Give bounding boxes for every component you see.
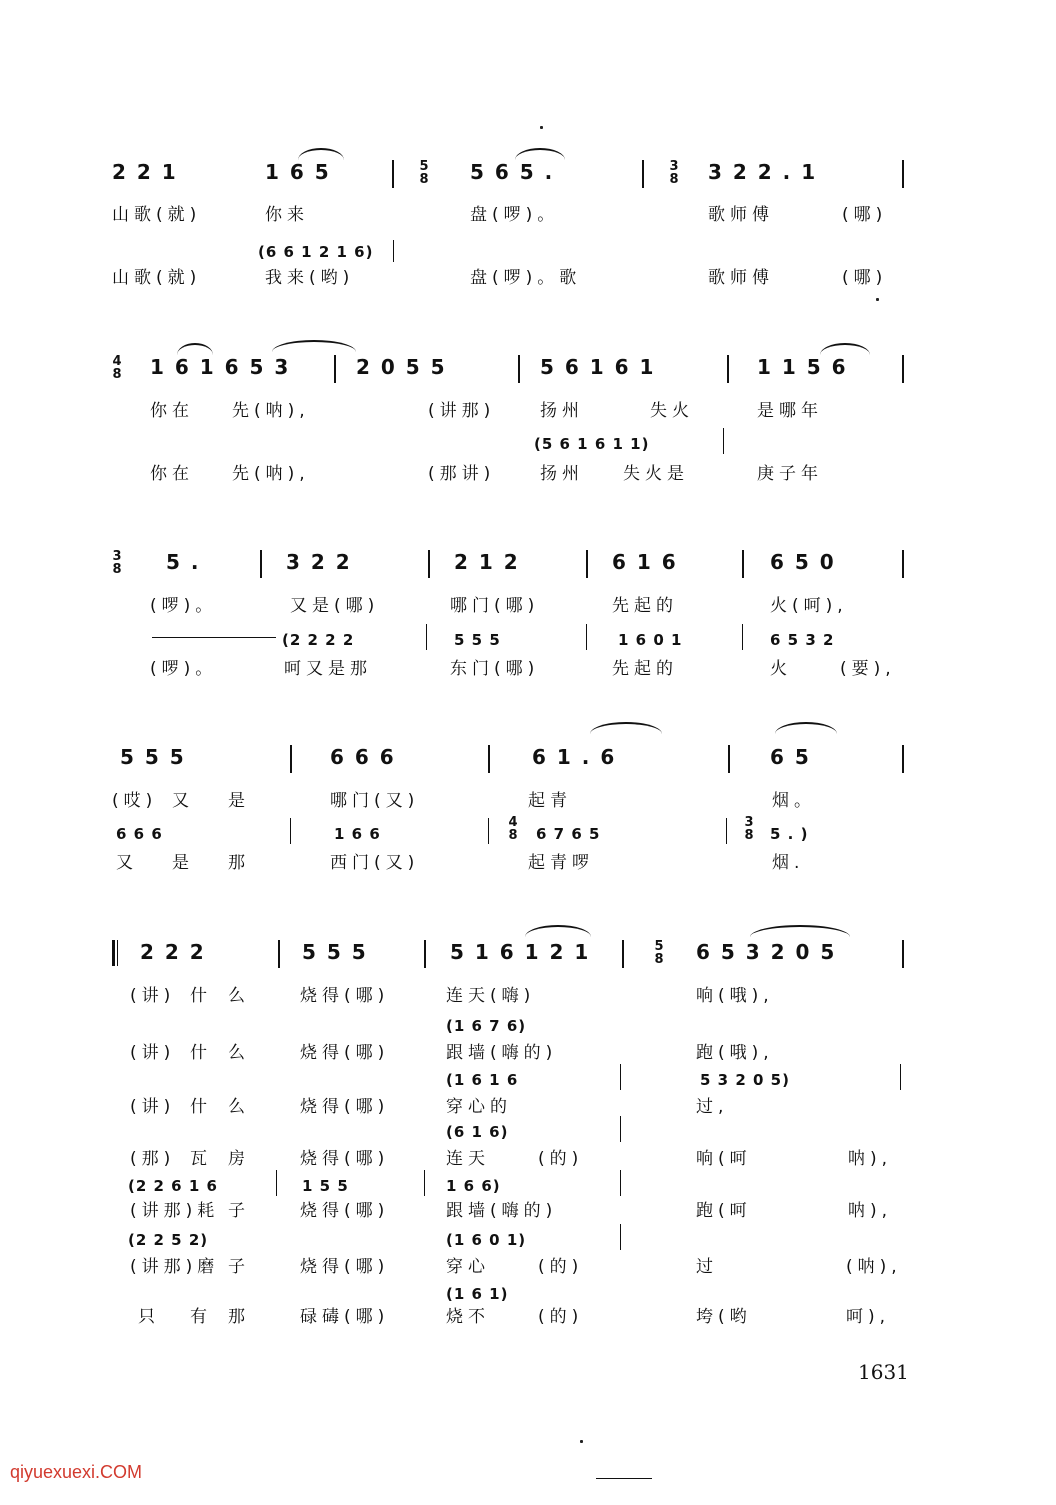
- lyrics-1a: [0, 204, 1056, 234]
- barline: [426, 624, 427, 650]
- lyric: 响(呵: [696, 1149, 752, 1169]
- alt-note: (1 6 7 6): [446, 1017, 527, 1035]
- lyrics-2b: [0, 463, 1056, 493]
- lyric: (哪): [842, 205, 888, 225]
- alt-note: 1 6 6): [446, 1177, 501, 1195]
- lyric: 西门(又): [330, 853, 420, 873]
- repeat-sign: [112, 940, 123, 966]
- speck: [540, 126, 543, 129]
- lyric: 穿心的: [446, 1097, 512, 1117]
- barline: [620, 1116, 621, 1142]
- lyric: 又是(哪): [290, 596, 380, 616]
- measure: 2 0 5 5: [356, 355, 447, 379]
- measure: 5 5 5: [302, 940, 368, 964]
- lyric: (要),: [840, 659, 896, 679]
- barline: [488, 818, 489, 844]
- lyric: 你在: [150, 464, 194, 484]
- lyric: 哪门(哪): [450, 596, 540, 616]
- lyric: 盘(啰)。歌: [470, 268, 582, 288]
- barline: [902, 355, 904, 383]
- lyric: (讲那)耗: [130, 1201, 220, 1221]
- barline: [620, 1170, 621, 1196]
- barline: [278, 940, 280, 968]
- system-5-notes: [0, 940, 1056, 970]
- lyric: 先(呐),: [232, 401, 310, 421]
- measure: 6 1 . 6: [532, 745, 617, 769]
- lyric: 么: [228, 986, 250, 1006]
- barline: [586, 550, 588, 578]
- lyric: 你来: [265, 205, 309, 225]
- lyric: (讲): [130, 986, 176, 1006]
- slur: [820, 343, 870, 355]
- alt-note: (5 6 1 6 1 1): [534, 435, 650, 453]
- barline: [428, 550, 430, 578]
- lyric: 盘(啰)。: [470, 205, 560, 225]
- barline: [424, 1170, 425, 1196]
- time-signature: 4 8: [112, 354, 122, 382]
- alt-notes-2: [0, 432, 1056, 462]
- lyric: 什: [190, 986, 212, 1006]
- lyric: 烧得(哪): [300, 1257, 390, 1277]
- barline: [424, 940, 426, 968]
- lyric: 又: [116, 853, 138, 873]
- lyric: 呐),: [848, 1201, 893, 1221]
- lyric: (啰)。: [150, 596, 218, 616]
- barline: [902, 745, 904, 773]
- lyric: 又: [172, 791, 194, 811]
- barline: [290, 818, 291, 844]
- lyric: 失火: [650, 401, 694, 421]
- barline: [620, 1224, 621, 1250]
- lyric: 你在: [150, 401, 194, 421]
- slur: [590, 722, 662, 734]
- system-3-notes: [0, 550, 1056, 580]
- lyric: 子: [228, 1257, 250, 1277]
- barline: [290, 745, 292, 773]
- slur: [515, 148, 565, 160]
- lyric: (哎): [112, 791, 158, 811]
- barline: [334, 355, 336, 383]
- lyric: 歌师傅: [708, 205, 774, 225]
- barline: [728, 745, 730, 773]
- lyric: 山歌(就): [112, 268, 202, 288]
- barline: [488, 745, 490, 773]
- measure: 6 5 3 2 0 5: [696, 940, 837, 964]
- barline: [276, 1170, 277, 1196]
- slur: [298, 148, 344, 160]
- barline: [902, 160, 904, 188]
- lyric: (讲): [130, 1043, 176, 1063]
- alt-note: 6 7 6 5: [536, 825, 601, 843]
- measure: 1 6 1 6 5 3: [150, 355, 291, 379]
- lyric: 房: [228, 1149, 250, 1169]
- lyric: 连天(嗨): [446, 986, 536, 1006]
- lyric: 过: [696, 1257, 718, 1277]
- barline: [902, 940, 904, 968]
- lyric: 烧得(哪): [300, 1201, 390, 1221]
- lyric: 么: [228, 1097, 250, 1117]
- alt-notes-3: [0, 628, 1056, 658]
- alt-note: 5 5 5: [454, 631, 501, 649]
- lyric: 什: [190, 1097, 212, 1117]
- measure-2: 1 6 5: [265, 160, 331, 184]
- alt-notes-5-5: [0, 1228, 1056, 1258]
- slur: [525, 925, 591, 937]
- alt-note: 5 3 2 0 5): [700, 1071, 790, 1089]
- lyric: 垮(哟: [696, 1307, 752, 1327]
- measure: 3 2 2: [286, 550, 352, 574]
- measure: 5 .: [166, 550, 201, 574]
- lyric: (的): [538, 1149, 584, 1169]
- lyric: 过,: [696, 1097, 729, 1117]
- alt-note: 1 5 5: [302, 1177, 349, 1195]
- barline: [622, 940, 624, 968]
- alt-note: (6 6 1 2 1 6): [258, 243, 374, 261]
- alt-note: (2 2 5 2): [128, 1231, 209, 1249]
- alt-note: 1 6 0 1: [618, 631, 683, 649]
- lyric: (讲那)磨: [130, 1257, 220, 1277]
- measure: 5 5 5: [120, 745, 186, 769]
- alt-note: (1 6 0 1): [446, 1231, 527, 1249]
- barline: [392, 160, 394, 188]
- alt-notes-5-3: [0, 1120, 1056, 1150]
- lyric: 烟.: [772, 853, 805, 873]
- measure: 2 1 2: [454, 550, 520, 574]
- system-1-notes: [0, 160, 1056, 190]
- lyric: 呵又是那: [284, 659, 372, 679]
- alt-note: 6 5 3 2: [770, 631, 835, 649]
- measure: 6 6 6: [330, 745, 396, 769]
- lyric: 烟。: [772, 791, 816, 811]
- lyrics-4a: [0, 790, 1056, 820]
- lyrics-5-7: [0, 1306, 1056, 1336]
- lyrics-3b: [0, 658, 1056, 688]
- barline: [902, 550, 904, 578]
- lyrics-5-1: [0, 985, 1056, 1015]
- lyric: 是: [172, 853, 194, 873]
- lyric: 子: [228, 1201, 250, 1221]
- lyrics-5-5: [0, 1200, 1056, 1230]
- lyric: 么: [228, 1043, 250, 1063]
- time-signature: 3 8: [669, 159, 679, 187]
- lyric: 我来(哟): [265, 268, 355, 288]
- lyric: 跑(呵: [696, 1201, 752, 1221]
- alt-note: (6 1 6): [446, 1123, 509, 1141]
- lyric: 烧不: [446, 1307, 490, 1327]
- alt-notes-5-1: [0, 1014, 1056, 1044]
- alt-note: (2 2 2 2: [282, 631, 355, 649]
- lyric: (讲): [130, 1097, 176, 1117]
- barline: [642, 160, 644, 188]
- barline: [727, 355, 729, 383]
- time-signature: 3 8: [112, 549, 122, 577]
- barline: [742, 624, 743, 650]
- measure: 1 1 5 6: [757, 355, 848, 379]
- lyric: 那: [228, 853, 250, 873]
- lyric: 是哪年: [757, 401, 823, 421]
- slur: [750, 925, 850, 937]
- speck: [580, 1440, 583, 1443]
- lyric: 哪门(又): [330, 791, 420, 811]
- lyrics-3a: [0, 595, 1056, 625]
- lyric: 跟墙(嗨的): [446, 1201, 558, 1221]
- lyric: 烧得(哪): [300, 1097, 390, 1117]
- alt-note: 5 . ): [770, 825, 809, 843]
- lyric: 火: [770, 659, 792, 679]
- lyric: 失火是: [623, 464, 689, 484]
- lyrics-4b: [0, 852, 1056, 882]
- lyric: 烧得(哪): [300, 1149, 390, 1169]
- measure-3: 5 6 5 .: [470, 160, 555, 184]
- slur: [272, 340, 356, 352]
- lyric: 跑(哦),: [696, 1043, 774, 1063]
- lyric: 先起的: [612, 659, 678, 679]
- lyric: 什: [190, 1043, 212, 1063]
- lyric: 穿心: [446, 1257, 490, 1277]
- lyric: 起青: [528, 791, 572, 811]
- alt-note: (1 6 1 6: [446, 1071, 519, 1089]
- alt-notes-4: [0, 815, 1056, 852]
- lyric: 呐),: [848, 1149, 893, 1169]
- time-signature: 5 8: [419, 159, 429, 187]
- lyric: 歌师傅: [708, 268, 774, 288]
- measure: 5 1 6 1 2 1: [450, 940, 591, 964]
- barline: [726, 818, 727, 844]
- lyric: 山歌(就): [112, 205, 202, 225]
- watermark: qiyuexuexi.COM: [10, 1462, 143, 1482]
- lyric: (的): [538, 1307, 584, 1327]
- lyric: (哪): [842, 268, 888, 288]
- lyric: (那): [130, 1149, 176, 1169]
- lyric: 起青啰: [528, 853, 594, 873]
- alt-note: (2 2 6 1 6: [128, 1177, 218, 1195]
- lyric: (的): [538, 1257, 584, 1277]
- lyric: (讲那): [428, 401, 496, 421]
- lyric: 瓦: [190, 1149, 212, 1169]
- system-4-notes: [0, 745, 1056, 775]
- lyric: 是: [228, 791, 250, 811]
- alt-notes-1: [0, 240, 1056, 270]
- measure: 6 5 0: [770, 550, 836, 574]
- alt-note: (1 6 1): [446, 1285, 509, 1303]
- barline: [723, 428, 724, 454]
- lyric: 火(呵),: [770, 596, 848, 616]
- lyric: 有: [190, 1307, 212, 1327]
- lyrics-2a: [0, 400, 1056, 430]
- time-signature: 5 8: [654, 939, 664, 967]
- measure: 6 5: [770, 745, 811, 769]
- barline: [900, 1064, 901, 1090]
- lyric: 那: [228, 1307, 250, 1327]
- lyric: 烧得(哪): [300, 986, 390, 1006]
- lyric: (那讲): [428, 464, 496, 484]
- lyric: 跟墙(嗨的): [446, 1043, 558, 1063]
- lyric: (啰)。: [150, 659, 218, 679]
- measure: 2 2 2: [140, 940, 206, 964]
- time-signature: 4 8: [508, 815, 518, 843]
- measure: 5 6 1 6 1: [540, 355, 656, 379]
- slur: [775, 722, 837, 734]
- barline: [260, 550, 262, 578]
- barline: [518, 355, 520, 383]
- system-2-notes: [0, 355, 1056, 385]
- lyric: 响(哦),: [696, 986, 774, 1006]
- alt-note: 6 6 6: [116, 825, 163, 843]
- lyric: 连天: [446, 1149, 490, 1169]
- lyric: 只: [138, 1307, 160, 1327]
- lyric: 呵),: [846, 1307, 891, 1327]
- lyric: 先起的: [612, 596, 678, 616]
- barline: [586, 624, 587, 650]
- lyrics-1b: [0, 267, 1056, 297]
- lyric: 东门(哪): [450, 659, 540, 679]
- lyric: 扬州: [540, 464, 584, 484]
- lyric: 扬州: [540, 401, 584, 421]
- barline: [393, 240, 394, 262]
- lyric: 烧得(哪): [300, 1043, 390, 1063]
- barline: [620, 1064, 621, 1090]
- speck: [876, 298, 879, 301]
- lyric: 庚子年: [757, 464, 823, 484]
- time-signature: 3 8: [744, 815, 754, 843]
- measure-4: 3 2 2 . 1: [708, 160, 818, 184]
- lyric: (呐),: [846, 1257, 902, 1277]
- measure: 6 1 6: [612, 550, 678, 574]
- barline: [742, 550, 744, 578]
- alt-note: 1 6 6: [334, 825, 381, 843]
- page-number: 1631: [858, 1360, 909, 1384]
- measure-1: 2 2 1: [112, 160, 178, 184]
- alt-notes-5-2: [0, 1068, 1056, 1098]
- slur: [177, 343, 213, 355]
- bottom-rule: [596, 1478, 652, 1479]
- lyric: 碌碡(哪): [300, 1307, 390, 1327]
- lyric: 先(呐),: [232, 464, 310, 484]
